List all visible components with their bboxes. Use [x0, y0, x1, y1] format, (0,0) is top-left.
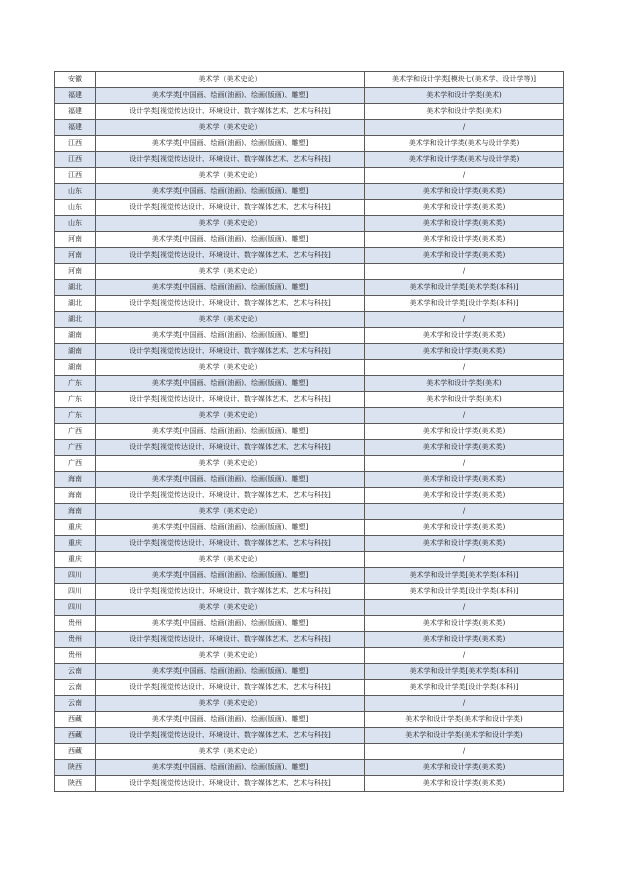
- table-row: [55, 760, 564, 776]
- subject-cell: 设计学类[视觉传达设计、环境设计、数字媒体艺术、艺术与科技]: [96, 680, 365, 696]
- province-cell: 广东: [55, 392, 96, 408]
- subject-cell: 美术学（美术史论）: [96, 168, 365, 184]
- table-row: [55, 88, 564, 104]
- table-row: [55, 344, 564, 360]
- category-cell: /: [365, 504, 564, 520]
- subject-cell: 美术学（美术史论）: [96, 72, 365, 88]
- subject-cell: 设计学类[视觉传达设计、环境设计、数字媒体艺术、艺术与科技]: [96, 248, 365, 264]
- category-cell: 美术学和设计学类(美术类): [365, 248, 564, 264]
- subject-cell: 美术学类[中国画、绘画(油画)、绘画(版画)、雕塑]: [96, 616, 365, 632]
- subject-cell: 设计学类[视觉传达设计、环境设计、数字媒体艺术、艺术与科技]: [96, 440, 365, 456]
- province-cell: 广西: [55, 440, 96, 456]
- category-cell: 美术学和设计学类[设计学类(本科)]: [365, 680, 564, 696]
- category-cell: 美术学和设计学类(美术类): [365, 616, 564, 632]
- province-cell: 河南: [55, 248, 96, 264]
- table-row: [55, 168, 564, 184]
- subject-cell: 美术学类[中国画、绘画(油画)、绘画(版画)、雕塑]: [96, 376, 365, 392]
- subject-cell: 美术学类[中国画、绘画(油画)、绘画(版画)、雕塑]: [96, 520, 365, 536]
- subject-cell: 美术学类[中国画、绘画(油画)、绘画(版画)、雕塑]: [96, 232, 365, 248]
- table-row: [55, 408, 564, 424]
- category-cell: 美术学和设计学类[美术学类(本科)]: [365, 280, 564, 296]
- table-row: [55, 712, 564, 728]
- province-cell: 江西: [55, 152, 96, 168]
- province-cell: 陕西: [55, 760, 96, 776]
- table-row: [55, 296, 564, 312]
- table-row: [55, 104, 564, 120]
- subject-cell: 美术学类[中国画、绘画(油画)、绘画(版画)、雕塑]: [96, 88, 365, 104]
- category-cell: /: [365, 360, 564, 376]
- category-cell: 美术学和设计学类(美术): [365, 392, 564, 408]
- province-cell: 福建: [55, 88, 96, 104]
- table-row: [55, 776, 564, 792]
- category-cell: 美术学和设计学类(美术类): [365, 344, 564, 360]
- province-cell: 四川: [55, 584, 96, 600]
- subject-cell: 美术学类[中国画、绘画(油画)、绘画(版画)、雕塑]: [96, 136, 365, 152]
- province-cell: 四川: [55, 600, 96, 616]
- table-row: [55, 680, 564, 696]
- category-cell: 美术学和设计学类(美术类): [365, 200, 564, 216]
- table-row: [55, 184, 564, 200]
- category-cell: 美术学和设计学类(美术与设计学类): [365, 136, 564, 152]
- subject-cell: 设计学类[视觉传达设计、环境设计、数字媒体艺术、艺术与科技]: [96, 344, 365, 360]
- table-row: [55, 424, 564, 440]
- subject-cell: 美术学类[中国画、绘画(油画)、绘画(版画)、雕塑]: [96, 280, 365, 296]
- table-row: [55, 520, 564, 536]
- subject-cell: 美术学（美术史论）: [96, 456, 365, 472]
- province-cell: 西藏: [55, 744, 96, 760]
- category-cell: /: [365, 312, 564, 328]
- province-cell: 四川: [55, 568, 96, 584]
- table-row: [55, 696, 564, 712]
- table-row: [55, 472, 564, 488]
- subject-cell: 美术学类[中国画、绘画(油画)、绘画(版画)、雕塑]: [96, 568, 365, 584]
- province-cell: 安徽: [55, 72, 96, 88]
- category-cell: 美术学和设计学类(美术类): [365, 760, 564, 776]
- table-row: [55, 200, 564, 216]
- province-cell: 重庆: [55, 552, 96, 568]
- province-cell: 云南: [55, 664, 96, 680]
- table-body: [55, 72, 564, 792]
- table-row: [55, 632, 564, 648]
- province-cell: 陕西: [55, 776, 96, 792]
- subject-cell: 美术学类[中国画、绘画(油画)、绘画(版画)、雕塑]: [96, 184, 365, 200]
- province-cell: 福建: [55, 120, 96, 136]
- category-cell: 美术学和设计学类(美术类): [365, 536, 564, 552]
- category-cell: 美术学和设计学类(美术类): [365, 632, 564, 648]
- table-row: [55, 280, 564, 296]
- table-row: [55, 232, 564, 248]
- province-cell: 广东: [55, 408, 96, 424]
- subject-cell: 设计学类[视觉传达设计、环境设计、数字媒体艺术、艺术与科技]: [96, 536, 365, 552]
- province-cell: 海南: [55, 488, 96, 504]
- category-cell: /: [365, 552, 564, 568]
- subject-cell: 设计学类[视觉传达设计、环境设计、数字媒体艺术、艺术与科技]: [96, 632, 365, 648]
- subject-cell: 美术学（美术史论）: [96, 504, 365, 520]
- subject-cell: 美术学类[中国画、绘画(油画)、绘画(版画)、雕塑]: [96, 760, 365, 776]
- category-cell: 美术学和设计学类(美术): [365, 104, 564, 120]
- province-cell: 山东: [55, 200, 96, 216]
- subject-cell: 美术学（美术史论）: [96, 312, 365, 328]
- category-cell: /: [365, 648, 564, 664]
- subject-cell: 美术学类[中国画、绘画(油画)、绘画(版画)、雕塑]: [96, 424, 365, 440]
- table-row: [55, 72, 564, 88]
- province-cell: 贵州: [55, 632, 96, 648]
- table-row: [55, 392, 564, 408]
- category-cell: /: [365, 456, 564, 472]
- subject-cell: 设计学类[视觉传达设计、环境设计、数字媒体艺术、艺术与科技]: [96, 392, 365, 408]
- subject-cell: 设计学类[视觉传达设计、环境设计、数字媒体艺术、艺术与科技]: [96, 488, 365, 504]
- category-cell: 美术学和设计学类(美术类): [365, 232, 564, 248]
- category-cell: /: [365, 264, 564, 280]
- subject-cell: 美术学类[中国画、绘画(油画)、绘画(版画)、雕塑]: [96, 664, 365, 680]
- category-cell: 美术学和设计学类[美术学类(本科)]: [365, 568, 564, 584]
- category-cell: 美术学和设计学类(美术类): [365, 440, 564, 456]
- subject-cell: 美术学（美术史论）: [96, 552, 365, 568]
- category-cell: 美术学和设计学类[模块七(美术学、设计学等)]: [365, 72, 564, 88]
- province-cell: 河南: [55, 232, 96, 248]
- subject-cell: 美术学（美术史论）: [96, 360, 365, 376]
- subject-cell: 设计学类[视觉传达设计、环境设计、数字媒体艺术、艺术与科技]: [96, 728, 365, 744]
- category-cell: /: [365, 408, 564, 424]
- table-row: [55, 664, 564, 680]
- category-cell: 美术学和设计学类(美术类): [365, 216, 564, 232]
- category-cell: /: [365, 744, 564, 760]
- category-cell: 美术学和设计学类(美术类): [365, 424, 564, 440]
- category-cell: 美术学和设计学类(美术类): [365, 184, 564, 200]
- province-cell: 海南: [55, 504, 96, 520]
- province-cell: 广西: [55, 456, 96, 472]
- table-row: [55, 616, 564, 632]
- subject-cell: 设计学类[视觉传达设计、环境设计、数字媒体艺术、艺术与科技]: [96, 776, 365, 792]
- category-cell: 美术学和设计学类[设计学类(本科)]: [365, 584, 564, 600]
- category-cell: 美术学和设计学类(美术类): [365, 776, 564, 792]
- province-cell: 云南: [55, 696, 96, 712]
- table-row: [55, 488, 564, 504]
- category-cell: 美术学和设计学类(美术类): [365, 328, 564, 344]
- category-cell: 美术学和设计学类(美术学和设计学类): [365, 712, 564, 728]
- table-row: [55, 248, 564, 264]
- category-cell: 美术学和设计学类[设计学类(本科)]: [365, 296, 564, 312]
- table-row: [55, 728, 564, 744]
- table-row: [55, 376, 564, 392]
- province-cell: 湖南: [55, 360, 96, 376]
- province-cell: 福建: [55, 104, 96, 120]
- province-cell: 西藏: [55, 728, 96, 744]
- province-cell: 湖南: [55, 344, 96, 360]
- province-cell: 江西: [55, 168, 96, 184]
- province-cell: 重庆: [55, 520, 96, 536]
- category-cell: 美术学和设计学类[美术学类(本科)]: [365, 664, 564, 680]
- category-cell: 美术学和设计学类(美术类): [365, 520, 564, 536]
- table-row: [55, 216, 564, 232]
- table-row: [55, 648, 564, 664]
- province-cell: 湖北: [55, 312, 96, 328]
- province-cell: 河南: [55, 264, 96, 280]
- subject-cell: 美术学（美术史论）: [96, 216, 365, 232]
- subject-cell: 美术学（美术史论）: [96, 264, 365, 280]
- subject-cell: 美术学（美术史论）: [96, 696, 365, 712]
- subject-cell: 设计学类[视觉传达设计、环境设计、数字媒体艺术、艺术与科技]: [96, 104, 365, 120]
- category-cell: /: [365, 120, 564, 136]
- province-cell: 云南: [55, 680, 96, 696]
- category-cell: 美术学和设计学类(美术与设计学类): [365, 152, 564, 168]
- province-cell: 湖南: [55, 328, 96, 344]
- category-cell: 美术学和设计学类(美术类): [365, 488, 564, 504]
- category-cell: /: [365, 696, 564, 712]
- province-cell: 贵州: [55, 616, 96, 632]
- subject-cell: 设计学类[视觉传达设计、环境设计、数字媒体艺术、艺术与科技]: [96, 296, 365, 312]
- subject-cell: 美术学（美术史论）: [96, 408, 365, 424]
- category-cell: /: [365, 600, 564, 616]
- table-row: [55, 120, 564, 136]
- subject-cell: 设计学类[视觉传达设计、环境设计、数字媒体艺术、艺术与科技]: [96, 152, 365, 168]
- province-cell: 山东: [55, 216, 96, 232]
- table-row: [55, 536, 564, 552]
- table-row: [55, 136, 564, 152]
- province-cell: 江西: [55, 136, 96, 152]
- province-cell: 广东: [55, 376, 96, 392]
- table-row: [55, 584, 564, 600]
- table-row: [55, 744, 564, 760]
- province-cell: 湖北: [55, 296, 96, 312]
- province-cell: 海南: [55, 472, 96, 488]
- subject-cell: 美术学类[中国画、绘画(油画)、绘画(版画)、雕塑]: [96, 328, 365, 344]
- table-row: [55, 568, 564, 584]
- table-row: [55, 328, 564, 344]
- province-category-table: [54, 71, 564, 792]
- province-cell: 山东: [55, 184, 96, 200]
- table-row: [55, 600, 564, 616]
- subject-cell: 美术学类[中国画、绘画(油画)、绘画(版画)、雕塑]: [96, 712, 365, 728]
- province-cell: 西藏: [55, 712, 96, 728]
- category-cell: 美术学和设计学类(美术): [365, 376, 564, 392]
- subject-cell: 美术学类[中国画、绘画(油画)、绘画(版画)、雕塑]: [96, 472, 365, 488]
- subject-cell: 美术学（美术史论）: [96, 744, 365, 760]
- table-row: [55, 312, 564, 328]
- province-cell: 湖北: [55, 280, 96, 296]
- table-row: [55, 504, 564, 520]
- category-cell: 美术学和设计学类(美术学和设计学类): [365, 728, 564, 744]
- subject-cell: 设计学类[视觉传达设计、环境设计、数字媒体艺术、艺术与科技]: [96, 200, 365, 216]
- table-row: [55, 440, 564, 456]
- table-row: [55, 152, 564, 168]
- category-cell: 美术学和设计学类(美术类): [365, 472, 564, 488]
- province-cell: 广西: [55, 424, 96, 440]
- province-cell: 贵州: [55, 648, 96, 664]
- table-row: [55, 264, 564, 280]
- category-cell: /: [365, 168, 564, 184]
- province-cell: 重庆: [55, 536, 96, 552]
- category-cell: 美术学和设计学类(美术): [365, 88, 564, 104]
- subject-cell: 美术学（美术史论）: [96, 120, 365, 136]
- table-row: [55, 552, 564, 568]
- table-row: [55, 360, 564, 376]
- subject-cell: 美术学（美术史论）: [96, 600, 365, 616]
- subject-cell: 设计学类[视觉传达设计、环境设计、数字媒体艺术、艺术与科技]: [96, 584, 365, 600]
- table-row: [55, 456, 564, 472]
- subject-cell: 美术学（美术史论）: [96, 648, 365, 664]
